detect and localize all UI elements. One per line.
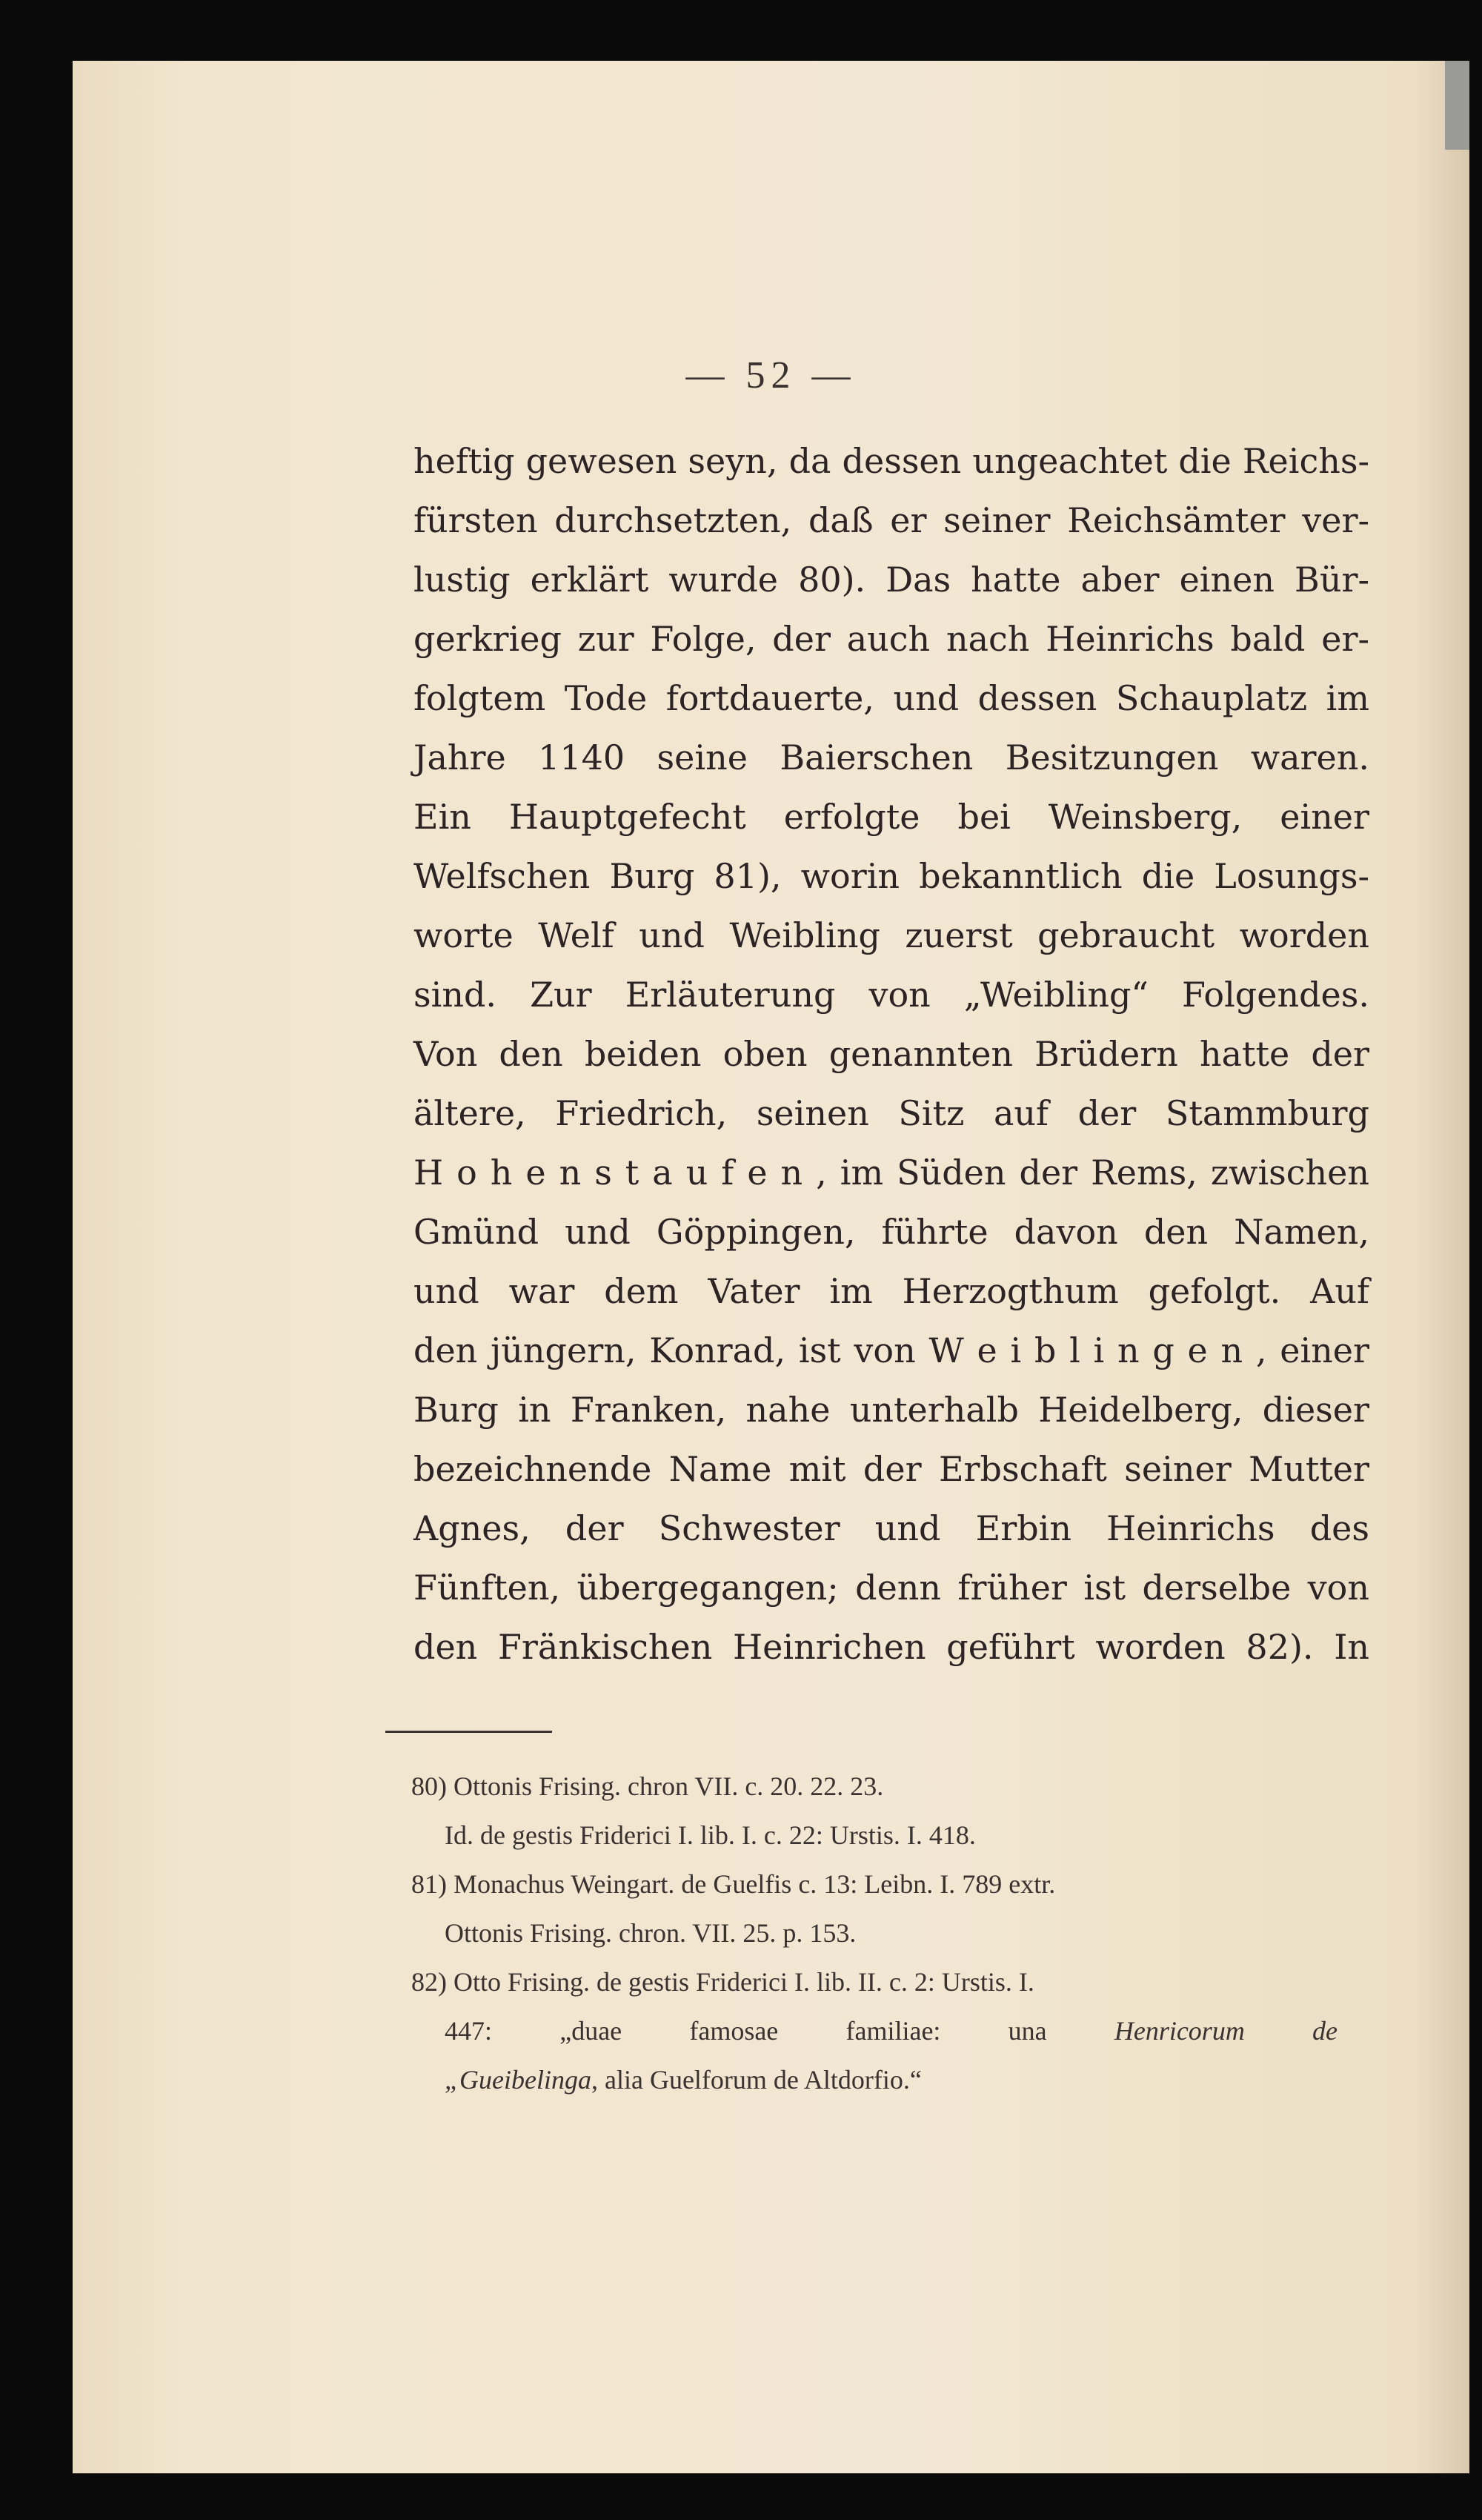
footnote-text: 447: „duae famosae familiae: una (445, 2016, 1047, 2046)
footnote-82: 82) Otto Frising. de gestis Friderici I. lib. II. c. 2: Urstis. I. (411, 1967, 1034, 1997)
body-line: bezeichnende Name mit der Erbschaft seiner Mutter (413, 1449, 1369, 1489)
body-line: Ein Hauptgefecht erfolgte bei Weinsberg, einer (413, 797, 1369, 837)
page-number: — 52 — (685, 354, 857, 397)
body-line: fürsten durchsetzten, daß er seiner Reichsämter ver- (413, 500, 1369, 540)
footnote-81-cont: Ottonis Frising. chron. VII. 25. p. 153. (445, 1918, 857, 1948)
body-line: den jüngern, Konrad, ist von W e i b l i n g e n , einer (413, 1330, 1369, 1370)
body-text (413, 431, 1369, 1677)
body-line: folgtem Tode fortdauerte, und dessen Schauplatz im (413, 678, 1369, 718)
book-page (73, 61, 1469, 2473)
body-line: den Fränkischen Heinrichen geführt worden 82). In (413, 1627, 1369, 1667)
footnote-82-cont (411, 2006, 1338, 2055)
body-line: gerkrieg zur Folge, der auch nach Heinrichs bald er- (413, 619, 1369, 659)
footnotes (411, 1762, 1338, 2104)
body-line: Von den beiden oben genannten Brüdern hatte der (413, 1034, 1369, 1074)
body-line: lustig erklärt wurde 80). Das hatte aber einen Bür- (413, 560, 1369, 600)
footnote-rule (385, 1731, 552, 1733)
body-line: Agnes, der Schwester und Erbin Heinrichs des (413, 1508, 1369, 1548)
footnote-80-cont: Id. de gestis Friderici I. lib. I. c. 22: Urstis. I. 418. (445, 1820, 976, 1850)
footnote-82-end (411, 2055, 1338, 2104)
footnote-italic: Henricorum de (1114, 2016, 1338, 2046)
body-line: und war dem Vater im Herzogthum gefolgt. Auf (413, 1271, 1369, 1311)
body-line: heftig gewesen seyn, da dessen ungeachtet die Reichs- (413, 441, 1369, 481)
body-line: Jahre 1140 seine Baierschen Besitzungen waren. (413, 737, 1369, 777)
body-line: Gmünd und Göppingen, führte davon den Namen, (413, 1212, 1369, 1252)
footnote-80: 80) Ottonis Frising. chron VII. c. 20. 22. 23. (411, 1771, 884, 1801)
body-line: Fünften, übergegangen; denn früher ist derselbe von (413, 1568, 1369, 1608)
body-line: sind. Zur Erläuterung von „Weibling“ Folgendes. (413, 975, 1369, 1015)
body-line: worte Welf und Weibling zuerst gebraucht worden (413, 915, 1369, 955)
body-line: H o h e n s t a u f e n , im Süden der Rems, zwischen (413, 1153, 1369, 1193)
body-line: Burg in Franken, nahe unterhalb Heidelberg, dieser (413, 1390, 1369, 1430)
body-line: Welfschen Burg 81), worin bekanntlich die Losungs- (413, 856, 1369, 896)
footnote-81: 81) Monachus Weingart. de Guelfis c. 13: Leibn. I. 789 extr. (411, 1869, 1056, 1899)
footnote-italic: „Gueibelinga (445, 2065, 591, 2095)
body-line: ältere, Friedrich, seinen Sitz auf der Stammburg (413, 1093, 1369, 1133)
scan-edge (1445, 61, 1469, 150)
footnote-text: , alia Guelforum de Altdorfio.“ (591, 2065, 922, 2095)
